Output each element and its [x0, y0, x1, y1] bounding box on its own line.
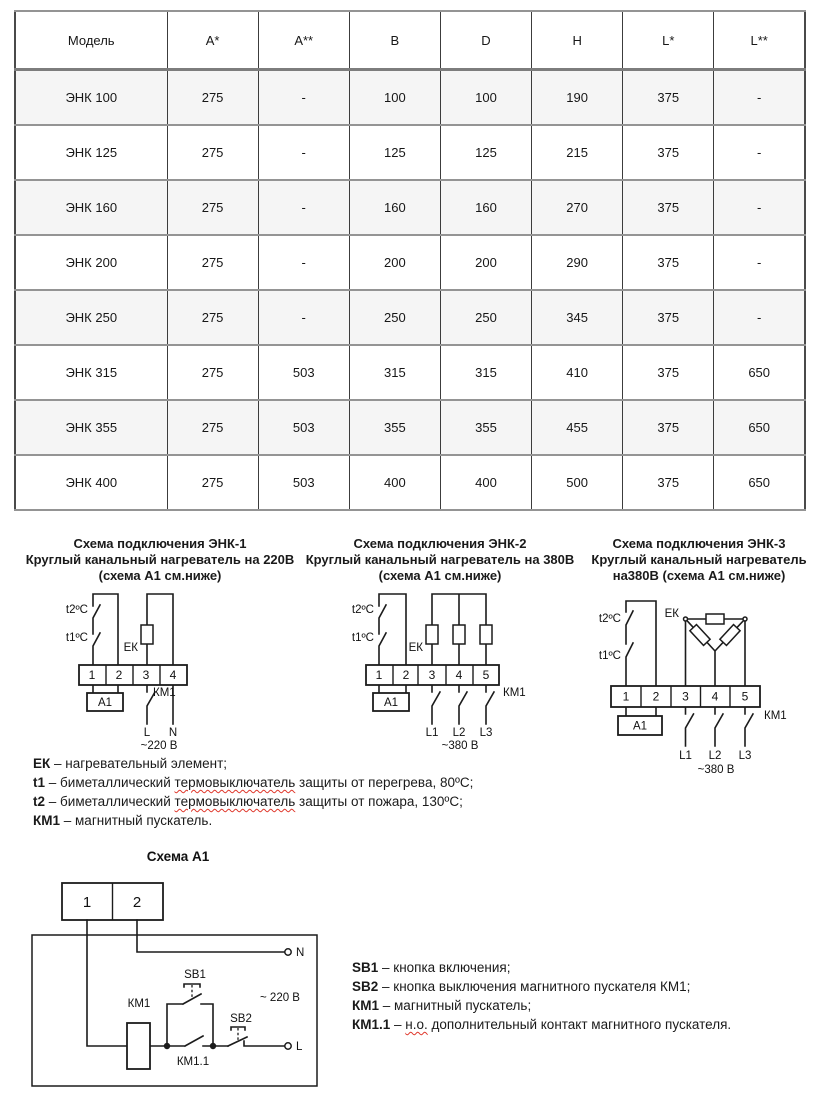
cell: 650: [714, 400, 805, 455]
cell: 455: [532, 400, 623, 455]
table-row: [15, 400, 805, 455]
t2-label: t2ºC: [351, 604, 374, 616]
terminal-5: 5: [482, 668, 490, 682]
cell: 400: [349, 455, 440, 510]
cell: 355: [349, 400, 440, 455]
terminal-1: 1: [622, 689, 630, 704]
legend-km1: [33, 811, 473, 830]
cell: 650: [714, 455, 805, 510]
legend-t2-pre: – биметаллический: [48, 794, 175, 809]
a1-enclosure-box: [32, 935, 317, 1086]
cell: 275: [167, 125, 258, 180]
cell: 355: [440, 400, 531, 455]
cell: -: [258, 125, 349, 180]
legend-km11: [352, 1015, 731, 1034]
cell: 290: [532, 235, 623, 290]
table-row: [15, 235, 805, 290]
scheme-enk1-title-line3: (схема А1 см.ниже): [98, 568, 222, 583]
heater-resistor-icon: [690, 625, 710, 646]
scheme-enk2-title-line2: Круглый канальный нагреватель на 380В: [305, 552, 575, 567]
km11-label: КМ1.1: [176, 1056, 210, 1068]
junction-dot: [164, 1043, 170, 1049]
legend-t1: [33, 773, 473, 792]
terminal-1: 1: [82, 894, 92, 911]
cell: 315: [349, 345, 440, 400]
a1-legend: [352, 958, 731, 1034]
cell: 375: [623, 290, 714, 345]
cell: 275: [167, 235, 258, 290]
cell: -: [714, 70, 805, 126]
cell: 125: [349, 125, 440, 180]
cell: 275: [167, 345, 258, 400]
legend-ek: [33, 754, 473, 773]
delta-node: [743, 617, 747, 621]
col-header-a1: A*: [167, 11, 258, 70]
a1-terminal-box: [62, 883, 163, 920]
cell: ЭНК 355: [15, 400, 167, 455]
l-terminal-circle: [285, 1043, 291, 1049]
n-terminal-circle: [285, 949, 291, 955]
col-header-model: Модель: [15, 11, 167, 70]
cell: -: [258, 290, 349, 345]
legend-t2-term: t2: [33, 794, 46, 809]
cell: -: [714, 235, 805, 290]
phase-l1-label: L1: [679, 750, 692, 762]
a1-label: А1: [97, 697, 113, 709]
cell: -: [258, 235, 349, 290]
heater-resistor-icon: [706, 614, 724, 624]
t2-label: t2ºC: [65, 604, 88, 616]
cell: 375: [623, 235, 714, 290]
sb2-button-icon: [231, 1027, 245, 1040]
scheme-enk3-title: [583, 536, 815, 584]
col-header-h: H: [532, 11, 623, 70]
t1-label: t1ºC: [65, 632, 88, 644]
cell: 375: [623, 455, 714, 510]
a1-label: А1: [632, 720, 648, 733]
dimensions-table: [14, 10, 806, 511]
legend-km1-term: КМ1: [352, 998, 379, 1013]
cell: 160: [440, 180, 531, 235]
scheme-enk3-title-line1: Схема подключения ЭНК-3: [612, 536, 786, 551]
phase-l3-label: L3: [479, 727, 493, 739]
col-header-a2: A**: [258, 11, 349, 70]
terminal-2: 2: [652, 689, 660, 704]
legend-km1: [352, 996, 731, 1015]
scheme-enk1-title-line2: Круглый канальный нагреватель на 220В: [25, 552, 295, 567]
cell: ЭНК 160: [15, 180, 167, 235]
cell: 100: [349, 70, 440, 126]
cell: 275: [167, 400, 258, 455]
cell: ЭНК 200: [15, 235, 167, 290]
scheme-enk2-title-line3: (схема А1 см.ниже): [378, 568, 502, 583]
cell: 315: [440, 345, 531, 400]
heater-resistor-icon: [480, 625, 492, 644]
delta-node: [684, 617, 688, 621]
cell: 200: [349, 235, 440, 290]
a1-label: А1: [383, 697, 399, 709]
cell: ЭНК 100: [15, 70, 167, 126]
legend-sb1-desc: – кнопка включения;: [382, 960, 511, 975]
cell: -: [714, 290, 805, 345]
cell: 275: [167, 70, 258, 126]
terminal-3: 3: [682, 689, 689, 704]
heater-resistor-icon: [720, 625, 740, 646]
legend-km1-desc: – магнитный пускатель.: [63, 813, 213, 828]
legend-sb2-term: SB2: [352, 979, 379, 994]
legend-km11-word: н.о.: [405, 1017, 428, 1032]
a1-diagram-title: Схема А1: [146, 849, 210, 864]
cell: ЭНК 250: [15, 290, 167, 345]
components-legend: [33, 754, 473, 830]
cell: -: [714, 125, 805, 180]
table-row: [15, 125, 805, 180]
legend-sb2: [352, 977, 731, 996]
legend-km1-term: КМ1: [33, 813, 60, 828]
legend-km11-post: дополнительный контакт магнитного пускателя.: [427, 1017, 732, 1032]
table-row: [15, 290, 805, 345]
neutral-n-label: N: [296, 947, 305, 959]
col-header-b: B: [349, 11, 440, 70]
dimensions-table-wrap: [14, 10, 806, 511]
col-header-l2: L**: [714, 11, 805, 70]
cell: 345: [532, 290, 623, 345]
table-row: [15, 345, 805, 400]
cell: 215: [532, 125, 623, 180]
cell: 275: [167, 290, 258, 345]
phase-l1-label: L1: [425, 727, 439, 739]
cell: 375: [623, 400, 714, 455]
sb1-label: SB1: [184, 969, 206, 981]
scheme-enk1: [20, 536, 300, 756]
terminal-4: 4: [711, 689, 719, 704]
cell: ЭНК 400: [15, 455, 167, 510]
table-header-row: [15, 11, 805, 70]
legend-t1-term: t1: [33, 775, 46, 790]
cell: 650: [714, 345, 805, 400]
cell: 125: [440, 125, 531, 180]
scheme-enk2: [300, 536, 580, 756]
cell: -: [714, 180, 805, 235]
table-row: [15, 180, 805, 235]
cell: 375: [623, 180, 714, 235]
scheme-enk3-title-line2: Круглый канальный нагреватель: [591, 552, 807, 567]
legend-km11-pre: –: [394, 1017, 406, 1032]
cell: 160: [349, 180, 440, 235]
heater-resistor-icon: [141, 625, 153, 644]
a1-diagram: [0, 840, 410, 1090]
cell: 190: [532, 70, 623, 126]
cell: 270: [532, 180, 623, 235]
phase-l2-label: L2: [452, 727, 466, 739]
terminal-2: 2: [132, 894, 142, 911]
table-row: [15, 70, 805, 126]
legend-t1-word: термовыключатель: [174, 775, 296, 790]
cell: 250: [440, 290, 531, 345]
cell: 375: [623, 345, 714, 400]
legend-sb1: [352, 958, 731, 977]
terminal-4: 4: [455, 668, 463, 682]
cell: 375: [623, 70, 714, 126]
voltage-label: ~ 220 В: [260, 992, 300, 1004]
legend-sb1-term: SB1: [352, 960, 379, 975]
a1-wires: [87, 920, 285, 1046]
cell: 400: [440, 455, 531, 510]
cell: 375: [623, 125, 714, 180]
enk3-diagram: [583, 588, 815, 788]
cell: 275: [167, 455, 258, 510]
legend-ek-desc: – нагревательный элемент;: [54, 756, 228, 771]
cell: 503: [258, 400, 349, 455]
enk2-diagram: [300, 588, 580, 756]
legend-km1-desc: – магнитный пускатель;: [382, 998, 532, 1013]
km1-label: КМ1: [127, 998, 151, 1010]
cell: -: [258, 180, 349, 235]
legend-ek-term: ЕК: [33, 756, 51, 771]
cell: 275: [167, 180, 258, 235]
km1-coil: [127, 1023, 150, 1069]
terminal-2: 2: [402, 668, 410, 682]
t2-label: t2ºC: [598, 613, 621, 625]
cell: 250: [349, 290, 440, 345]
ek-label: ЕК: [408, 642, 423, 654]
t1-label: t1ºC: [598, 650, 621, 662]
scheme-enk2-title: [300, 536, 580, 584]
t1-label: t1ºC: [351, 632, 374, 644]
ek-label: ЕК: [123, 642, 138, 654]
legend-t2-word: термовыключатель: [174, 794, 296, 809]
terminal-4: 4: [169, 668, 177, 682]
terminal-3: 3: [428, 668, 436, 682]
phase-l-label: L: [296, 1041, 303, 1053]
scheme-enk2-title-line1: Схема подключения ЭНК-2: [353, 536, 527, 551]
terminal-5: 5: [741, 689, 749, 704]
cell: ЭНК 125: [15, 125, 167, 180]
terminal-1: 1: [375, 668, 383, 682]
legend-t2: [33, 792, 473, 811]
table-row: [15, 455, 805, 510]
col-header-d: D: [440, 11, 531, 70]
phase-l2-label: L2: [708, 750, 722, 762]
km1-label: КМ1: [764, 710, 787, 722]
voltage-label: ~380 В: [441, 740, 479, 752]
scheme-enk3-title-line3: на380В (схема А1 см.ниже): [612, 568, 786, 583]
terminal-3: 3: [142, 668, 150, 682]
voltage-label: ~380 В: [697, 764, 735, 776]
cell: ЭНК 315: [15, 345, 167, 400]
junction-dot: [210, 1043, 216, 1049]
legend-km11-term: КМ1.1: [352, 1017, 391, 1032]
scheme-enk1-title: [20, 536, 300, 584]
km1-label: КМ1: [153, 687, 176, 699]
ek-label: ЕК: [664, 608, 679, 620]
legend-t1-pre: – биметаллический: [48, 775, 175, 790]
phase-l3-label: L3: [738, 750, 752, 762]
col-header-l1: L*: [623, 11, 714, 70]
heater-resistor-icon: [453, 625, 465, 644]
enk1-diagram: [20, 588, 300, 756]
scheme-enk3: [583, 536, 815, 788]
cell: 200: [440, 235, 531, 290]
terminal-1: 1: [88, 668, 96, 682]
cell: 100: [440, 70, 531, 126]
legend-t1-post: защиты от перегрева, 80ºС;: [295, 775, 474, 790]
voltage-label: ~220 В: [140, 740, 178, 752]
neutral-n-label: N: [168, 727, 178, 739]
km1-label: КМ1: [503, 687, 526, 699]
cell: 500: [532, 455, 623, 510]
cell: 503: [258, 455, 349, 510]
phase-l-label: L: [143, 727, 151, 739]
scheme-enk1-title-line1: Схема подключения ЭНК-1: [73, 536, 247, 551]
legend-t2-post: защиты от пожара, 130ºС;: [295, 794, 463, 809]
heater-resistor-icon: [426, 625, 438, 644]
cell: -: [258, 70, 349, 126]
cell: 503: [258, 345, 349, 400]
sb2-label: SB2: [230, 1013, 252, 1025]
legend-sb2-desc: – кнопка выключения магнитного пускателя КМ1;: [382, 979, 691, 994]
cell: 410: [532, 345, 623, 400]
terminal-2: 2: [115, 668, 123, 682]
